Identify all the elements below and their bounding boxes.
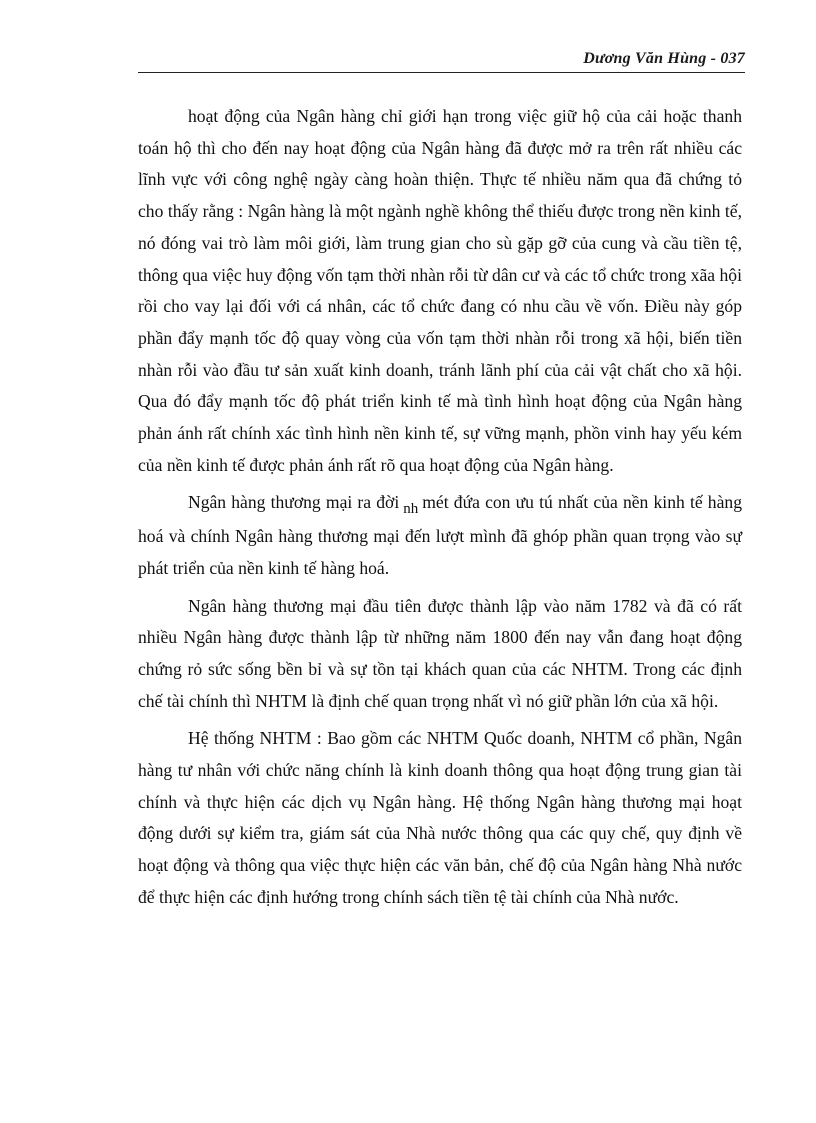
paragraph-3: Ngân hàng thương mại đầu tiên được thành lập vào năm 1782 và đã có rất nhiều Ngân hàng được thành lập từ những năm 1800 đến nay vẫn đang hoạt động chứng rỏ sức sống bền bỉ và sự tồn tại khách quan của các NHTM. Trong các định chế tài chính thì NHTM là định chế quan trọng nhất vì nó giữ phần lớn của xã hội. [138,595,742,711]
document-body [138,101,742,914]
page-header: Dương Văn Hùng - 037 [583,50,745,67]
header-divider [138,72,745,73]
paragraph-1: hoạt động của Ngân hàng chỉ giới hạn trong việc giữ hộ của cải hoặc thanh toán hộ thì cho đến nay hoạt động của Ngân hàng đã được mở ra trên rất nhiều các lĩnh vực với công nghệ ngày càng hoàn thiện. Thực tế nhiều năm qua đã chứng tỏ cho thấy rằng : Ngân hàng là một ngành nghề không thể thiếu được trong nền kinh tế, nó đóng vai trò làm môi giới, làm trung gian cho sù gặp gỡ của cung và cầu tiền tệ, thông qua việc huy động vốn tạm thời nhàn rỗi từ dân cư và các tổ chức trong xãa hội rồi cho vay lại đối với cá nhân, các tổ chức đang có nhu cầu về vốn. Điều này góp phần đẩy mạnh tốc độ quay vòng của vốn tạm thời nhàn rỗi trong xã hội, biến tiền nhàn rỗi vào đầu tư sản xuất kinh doanh, tránh lãnh phí của cải vật chất cho xã hội. Qua đó đẩy mạnh tốc độ phát triển kinh tế mà tình hình hoạt động của Ngân hàng phản ánh rất chính xác tình hình nền kinh tế, sự vững mạnh, phồn vinh hay yếu kém của nền kinh tế được phản ánh rất rõ qua hoạt động của Ngân hàng. [138,106,742,475]
subscript-fragment: nh [403,501,419,518]
paragraph-2-start: Ngân hàng thương mại ra đời [188,492,400,513]
paragraph-4: Hệ thống NHTM : Bao gồm các NHTM Quốc doanh, NHTM cổ phần, Ngân hàng tư nhân với chức năng chính là kinh doanh thông qua hoạt động trung gian tài chính và thực hiện các dịch vụ Ngân hàng. Hệ thống Ngân hàng thương mại hoạt động dưới sự kiểm tra, giám sát của Nhà nước thông qua các quy chế, quy định về hoạt động và thông qua việc thực hiện các văn bản, chế độ của Ngân hàng Nhà nước để thực hiện các định hướng trong chính sách tiền tệ tài chính của Nhà nước. [138,728,742,907]
paragraph-2-end: mét đứa con ưu tú nhất của nền kinh tế hàng hoá và chính Ngân hàng thương mại đến lượt mình đã ghóp phần quan trọng vào sự phát triển của nền kinh tế hàng hoá. [138,492,742,578]
paragraph-2 [138,487,742,584]
